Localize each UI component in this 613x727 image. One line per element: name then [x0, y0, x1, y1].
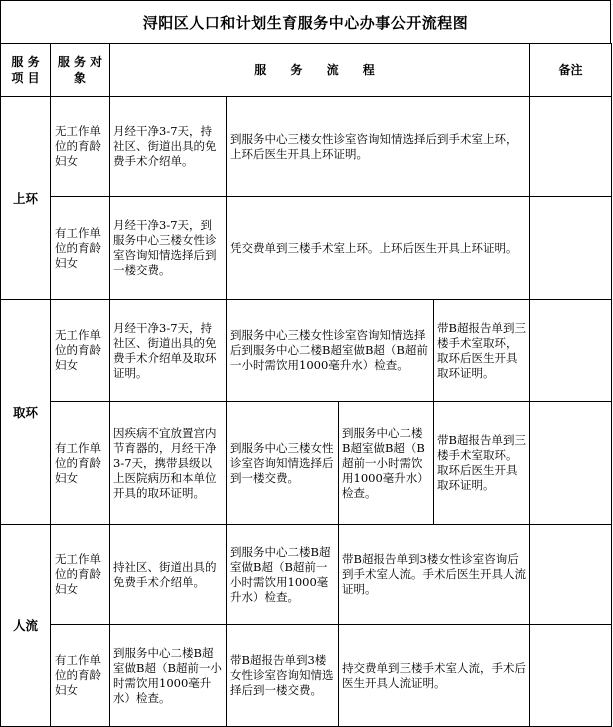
service-target: 无工作单位的育龄妇女	[51, 300, 110, 402]
remarks-cell	[530, 300, 612, 402]
process-step: 到服务中心二楼B超室做B超（B超前一小时需饮用1000毫升水）检查。	[227, 525, 339, 625]
service-target: 无工作单位的育龄妇女	[51, 97, 110, 197]
header-process: 服 务 流 程	[110, 44, 530, 97]
service-target: 无工作单位的育龄妇女	[51, 525, 110, 625]
service-name: 取环	[1, 300, 51, 525]
header-remarks: 备注	[530, 44, 612, 97]
service-target: 有工作单位的育龄妇女	[51, 197, 110, 300]
remarks-cell	[530, 525, 612, 625]
process-step: 因疾病不宜放置宫内节育器的，月经干净3-7天，携带县级以上医院病历和本单位开具的取环证明。	[110, 402, 227, 525]
remarks-cell	[530, 402, 612, 525]
process-step: 到服务中心二楼B超室做B超（B超前一小时需饮用1000毫升水）检查。	[110, 625, 227, 727]
table-row	[1, 97, 612, 197]
table-row	[1, 300, 612, 402]
service-target: 有工作单位的育龄妇女	[51, 402, 110, 525]
table-row	[1, 625, 612, 727]
service-name: 人流	[1, 525, 51, 727]
process-step: 月经干净3-7天，持社区、街道出具的免费手术介绍单。	[110, 97, 227, 197]
process-table	[0, 43, 612, 727]
remarks-cell	[530, 625, 612, 727]
process-step: 月经干净3-7天，到服务中心三楼女性诊室咨询知情选择后到一楼交费。	[110, 197, 227, 300]
page-title: 浔阳区人口和计划生育服务中心办事公开流程图	[0, 0, 611, 44]
process-step: 带B超报告单到三楼手术室取环，取环后医生开具取环证明。	[434, 300, 530, 402]
process-step: 到服务中心三楼女性诊室咨询知情选择后到服务中心二楼B超室做B超（B超前一小时需饮用1000毫升水）检查。	[227, 300, 434, 402]
header-service-target: 服 务 对 象	[51, 44, 110, 97]
process-step: 到服务中心三楼女性诊室咨询知情选择后到一楼交费。	[227, 402, 339, 525]
process-step: 持社区、街道出具的免费手术介绍单。	[110, 525, 227, 625]
process-step: 凭交费单到三楼手术室上环。上环后医生开具上环证明。	[227, 197, 530, 300]
header-service-item: 服 务 项 目	[1, 44, 51, 97]
process-step: 带B超报告单到3楼女性诊室咨询知情选择后到一楼交费。	[227, 625, 339, 727]
remarks-cell	[530, 97, 612, 197]
service-name: 上环	[1, 97, 51, 300]
process-step: 到服务中心三楼女性诊室咨询知情选择后到手术室上环，上环后医生开具上环证明。	[227, 97, 530, 197]
table-row	[1, 525, 612, 625]
remarks-cell	[530, 197, 612, 300]
process-step: 月经干净3-7天，持社区、街道出具的免费手术介绍单及取环证明。	[110, 300, 227, 402]
process-step: 带B超报告单到3楼女性诊室咨询后到手术室人流。手术后医生开具人流证明。	[339, 525, 530, 625]
table-row	[1, 402, 612, 525]
process-step: 持交费单到三楼手术室人流，手术后医生开具人流证明。	[339, 625, 530, 727]
table-row	[1, 197, 612, 300]
header-row	[1, 44, 612, 97]
process-step: 到服务中心二楼B超室做B超（B超前一小时需饮用1000毫升水）检查。	[339, 402, 434, 525]
service-target: 有工作单位的育龄妇女	[51, 625, 110, 727]
process-step: 带B超报告单到三楼手术室取环。取环后医生开具取环证明。	[434, 402, 530, 525]
